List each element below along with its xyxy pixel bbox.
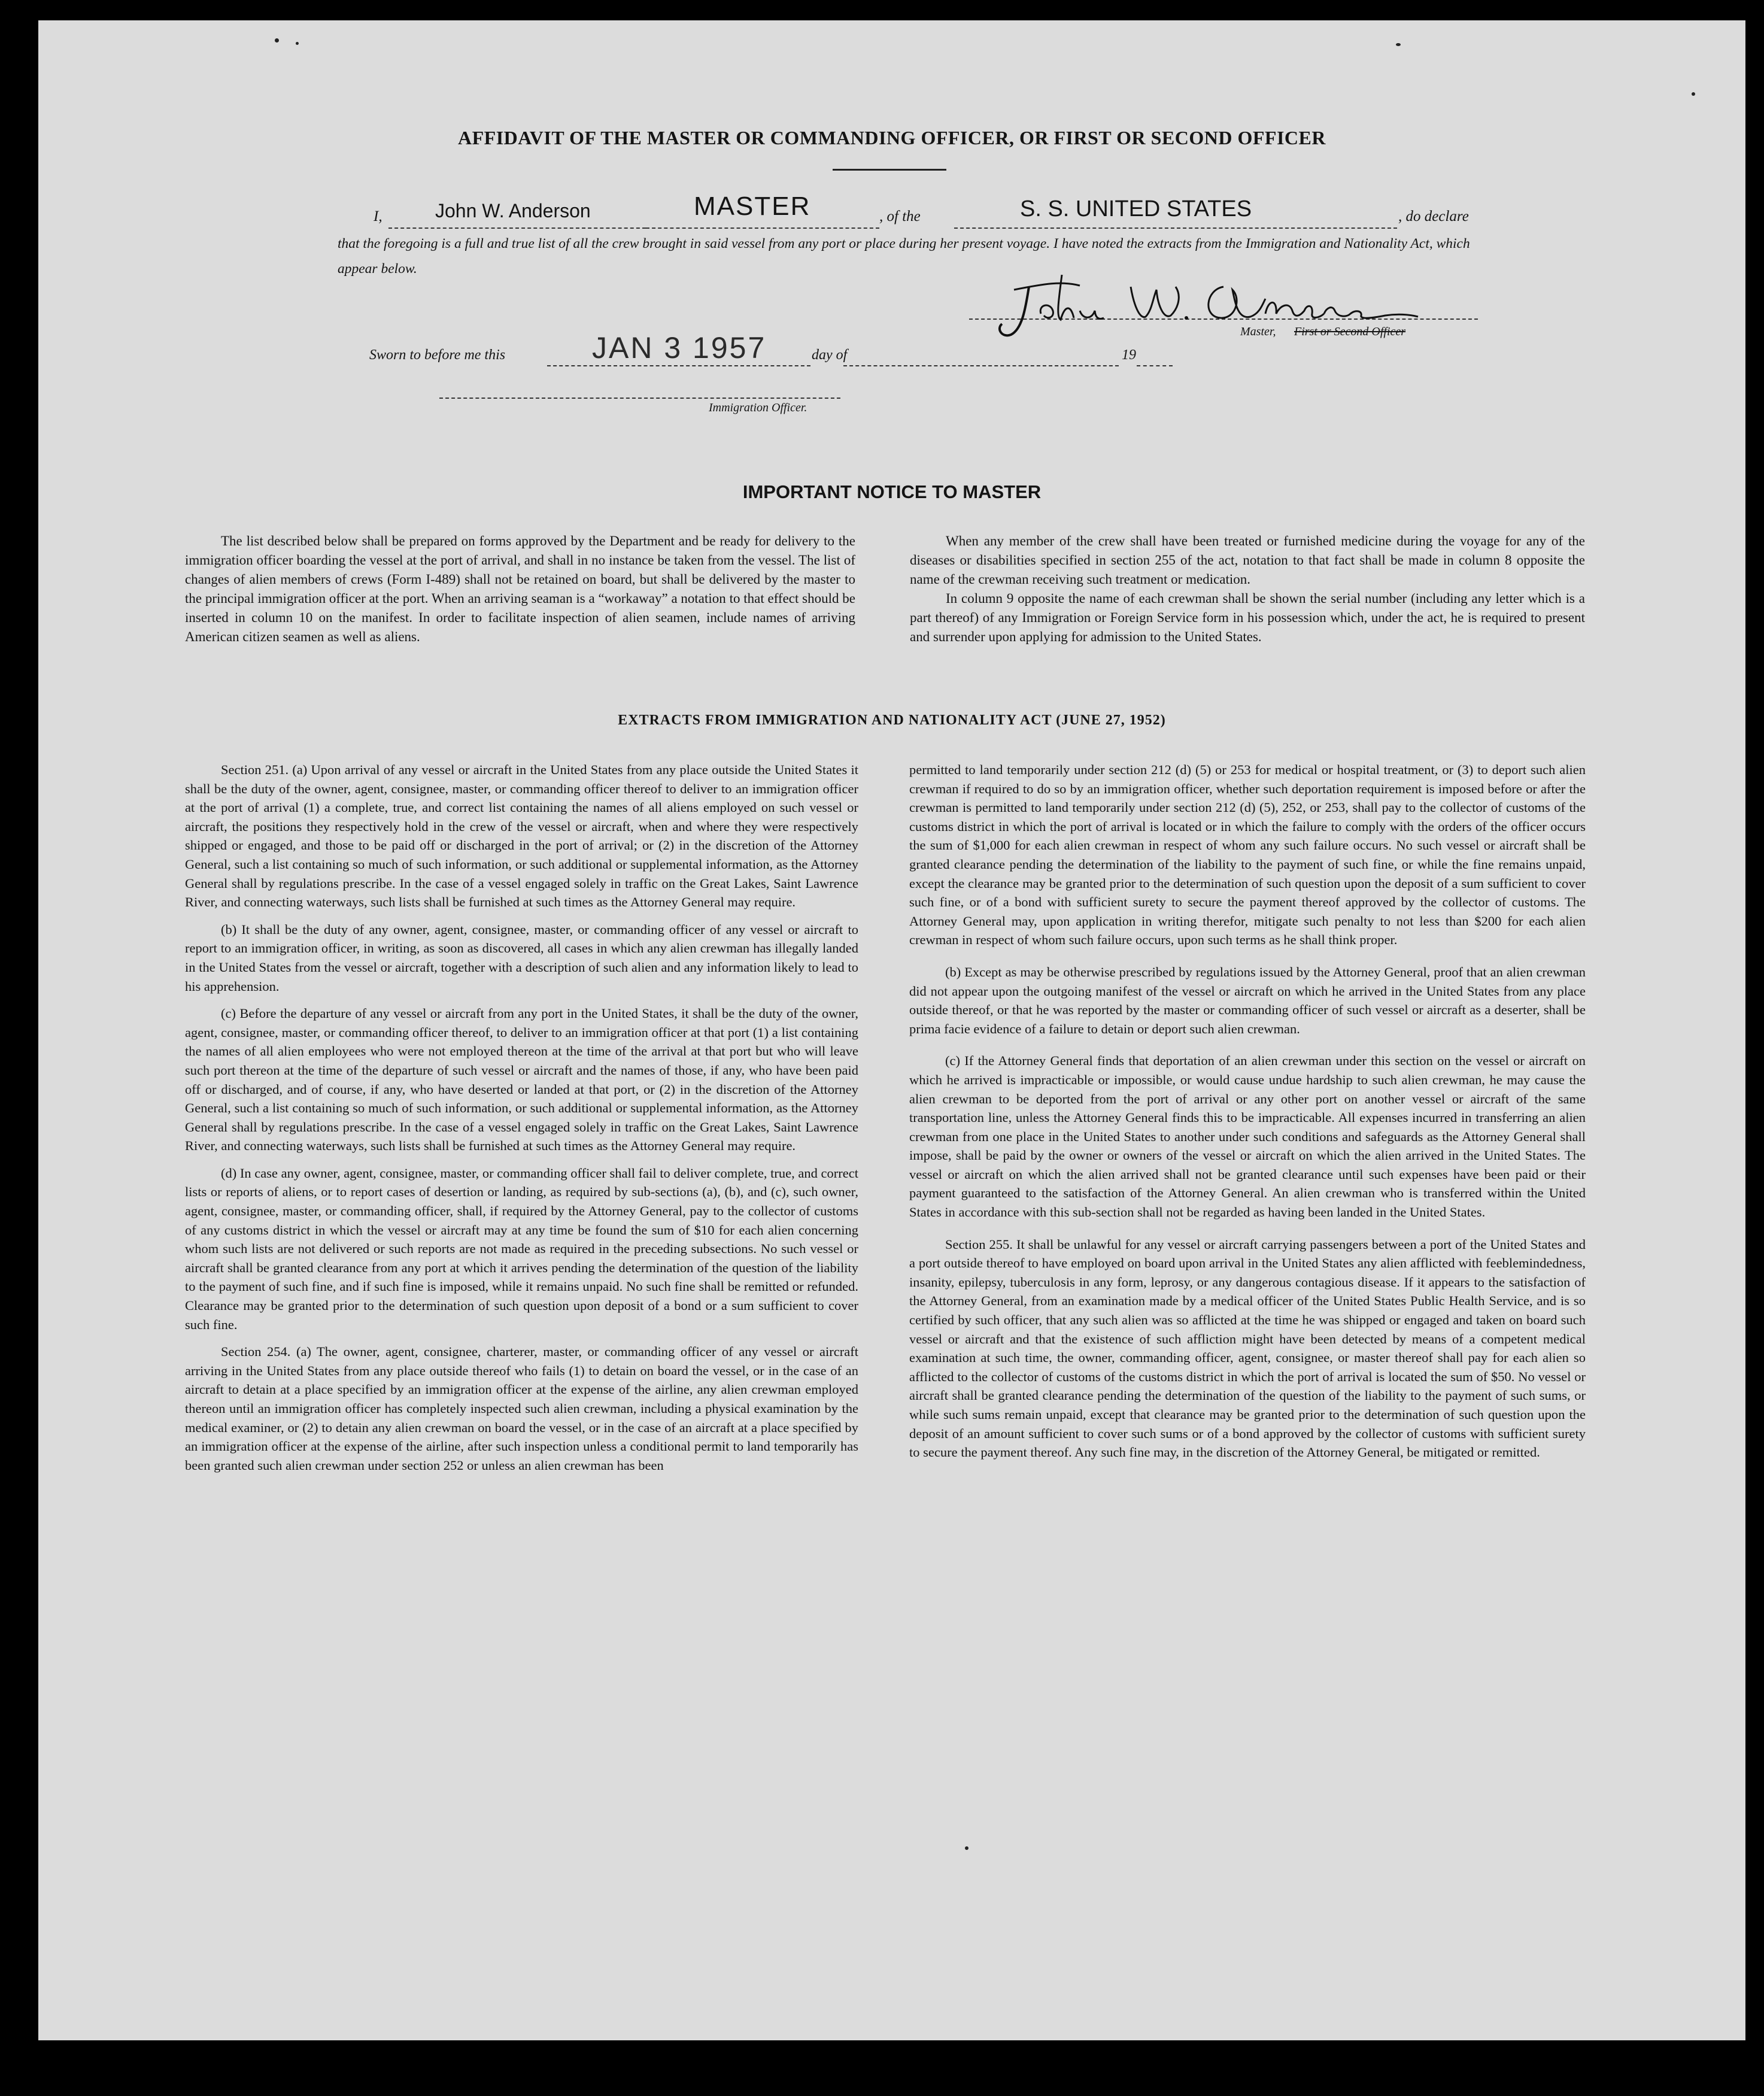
section-251-c: (c) Before the departure of any vessel or aircraft from any port in the United States, it shall be the duty of the owner, agent, consignee, master, or commanding officer thereof, to deliver to an immigration officer at that port (1) a list containing the names of all alien employees who were not employed thereon at the time of the arrival at that port but who will leave such port thereon at the time of the departure of such vessel or aircraft and the names of those, if any, who have been paid off or discharged, and of course, if any, who have deserted or landed at that port, or (2) in the discretion of the Attorney General, such a list containing so much of such information, or such additional or supplemental information, as the Attorney General shall by regulations prescribe. In the case of a vessel engaged solely in traffic on the Great Lakes, Saint Lawrence River, and connecting waterways, such lists shall be furnished at such times as the Attorney General may require. <box>185 1006 858 1154</box>
section-254-a: Section 254. (a) The owner, agent, consignee, charterer, master, or commanding officer of any vessel or aircraft arriving in the United States from any place outside thereof who fails (1) to detain on board the vessel, or in the case of an aircraft to detain at a place specified by an immigration officer at the expense of the airline, any alien crewman employed thereon until an immigration officer has completely inspected such alien crewman, including a physical examination by the medical examiner, or (2) to detain any alien crewman on board the vessel, or in the case of an aircraft at a place specified by an immigration officer at the expense of the airline, after such inspection unless a conditional permit to land temporarily has been granted such alien crewman under section 252 or unless an alien crewman has been <box>185 1344 858 1473</box>
sworn-year: 19 <box>1122 347 1136 363</box>
sworn-year-line <box>1137 365 1173 366</box>
scan-speck <box>275 38 279 43</box>
page-title: AFFIDAVIT OF THE MASTER OR COMMANDING OFFICER, OR FIRST OR SECOND OFFICER <box>458 127 1326 148</box>
section-254-a-continued: permitted to land temporarily under section 212 (d) (5) or 253 for medical or hospital treatment, or (3) to deport such alien crewman if required to do so by an immigration officer, whether such deportation requirement is imposed before or after the crewman is permitted to land temporarily under section 212 (d) (5), 252, or 253, shall pay to the collector of customs of the customs district in which the port of arrival is located or in which the failure to comply with the orders of the officer occurs the sum of $1,000 for each alien crewman in respect of whom any such failure occurs. No such vessel or aircraft shall be granted clearance pending the determination of the liability to the payment of such fine, or while the fine remains unpaid, except the clearance may be granted prior to the determination of such question upon the deposit of a sum sufficient to cover such fine, or of a bond with sufficient surety to secure the payment thereof approved by the collector of customs. The Attorney General may, upon application in writing therefor, mitigate such penalty to not less than $200 for each alien crewman in respect of whom such failure occurs, upon such terms as he shall think proper. <box>909 762 1586 948</box>
sworn-day-of: day of <box>812 347 848 363</box>
signature-caption-master: Master, <box>1240 325 1276 338</box>
scan-speck <box>965 1846 968 1850</box>
extracts-right-column <box>909 760 1586 1470</box>
decl-do-declare: , do declare <box>1398 208 1469 225</box>
immigration-officer-caption: Immigration Officer. <box>709 401 807 414</box>
vessel-field-line <box>954 228 1397 229</box>
master-name: John W. Anderson <box>435 200 591 222</box>
section-254-c: (c) If the Attorney General finds that deportation of an alien crewman under this section on the vessel or aircraft on which he arrived is impracticable or impossible, or would cause undue hardship to such alien crewman, he may cause the alien crewman to be deported from the port of arrival or any other port on another vessel or aircraft of the same transportation line, unless the Attorney General finds this to be impracticable. All expenses incurred in transferring an alien crewman from one place in the United States to another under such conditions and safeguards as the Attorney General shall impose, shall be paid by the owner or owners of the vessel or aircraft on which the alien arrived in the United States. The vessel or aircraft on which the alien arrived shall not be granted clearance until such expenses have been paid or their payment guaranteed to the satisfaction of the Attorney General. An alien crewman who is transferred within the United States in accordance with this sub-section shall not be regarded as having been landed in the United States. <box>909 1053 1586 1220</box>
notice-right <box>910 532 1585 647</box>
notice-left <box>185 532 855 647</box>
title-underline <box>833 169 946 171</box>
section-251-a: Section 251. (a) Upon arrival of any vessel or aircraft in the United States from any place outside the United States it shall be the duty of the owner, agent, consignee, master, or commanding officer thereof to deliver to an immigration officer at the port of arrival (1) a complete, true, and correct list containing the names of all aliens employed on such vessel or aircraft, the positions they respectively hold in the crew of the vessel or aircraft, when and where they were respectively shipped or engaged, and those to be paid off or discharged in the port of arrival; or (2) in the discretion of the Attorney General, such a list containing so much of such information, or such additional or supplemental information, as the Attorney General shall by regulations prescribe. In the case of a vessel engaged solely in traffic on the Great Lakes, Saint Lawrence River, and connecting waterways, such lists shall be furnished at such times as the Attorney General may require. <box>185 762 858 910</box>
decl-prefix: I, <box>374 208 382 225</box>
signature-caption-struck: First or Second Officer <box>1294 325 1406 338</box>
rank-field-line <box>646 228 879 229</box>
date-stamp: JAN 3 1957 <box>592 331 767 365</box>
section-251-d: (d) In case any owner, agent, consignee, master, or commanding officer shall fail to deliver complete, true, and correct lists or reports of aliens, or to report cases of desertion or landing, as required by sub-sections (a), (b), and (c), such owner, agent, consignee, master, or commanding officer, shall, if required by the Attorney General, pay to the collector of customs of any customs district in which the vessel or aircraft may at any time be found the sum of $10 for each alien concerning whom such lists are not delivered or such reports are not made as required in the preceding subsections. No such vessel or aircraft shall be granted clearance from any port at which it arrives pending the determination of the question of the liability to the payment of such fine, and if such fine is imposed, while it remains unpaid. No such fine shall be remitted or refunded. Clearance may be granted prior to the determination of such question upon deposit of a bond or a sum sufficient to cover such fine. <box>185 1165 858 1332</box>
notice-right-paragraph-1: When any member of the crew shall have been treated or furnished medicine during the voyage for any of the diseases or disabilities specified in section 255 of the act, notation to that fact shall be made in column 8 opposite the name of the crewman receiving such treatment or medication. <box>910 533 1585 587</box>
sworn-date-line <box>547 365 810 366</box>
vessel-name: S. S. UNITED STATES <box>1020 196 1252 222</box>
sworn-month-line <box>843 365 1119 366</box>
section-251-b: (b) It shall be the duty of any owner, agent, consignee, master, or commanding officer of any vessel or aircraft to report to an immigration officer, in writing, as soon as discovered, all cases in which any alien crewman has illegally landed in the United States from the vessel or aircraft, together with a description of such alien and any information likely to lead to his apprehension. <box>185 921 858 994</box>
declaration-statement: that the foregoing is a full and true list of all the crew brought in said vessel from any port or place during her present voyage. I have noted the extracts from the Immigration and Nationality Act, which appear below. <box>338 236 1470 277</box>
rank-value: MASTER <box>694 192 811 221</box>
decl-of-the: , of the <box>879 208 921 225</box>
scan-speck <box>296 42 299 45</box>
notice-heading: IMPORTANT NOTICE TO MASTER <box>742 481 1042 502</box>
affidavit-page <box>38 20 1745 2040</box>
sworn-label: Sworn to before me this <box>369 347 506 363</box>
section-254-b: (b) Except as may be otherwise prescribed by regulations issued by the Attorney General, proof that an alien crewman did not appear upon the outgoing manifest of the vessel or aircraft on which he arrived in the United States from any place outside thereof, or that he was reported by the master or commanding officer of such vessel or aircraft as a deserter, shall be prima facie evidence of a failure to detain or deport such alien crewman. <box>909 964 1586 1036</box>
extracts-heading: EXTRACTS FROM IMMIGRATION AND NATIONALITY ACT (JUNE 27, 1952) <box>618 712 1166 728</box>
scan-speck <box>1396 43 1401 46</box>
notice-right-paragraph-2: In column 9 opposite the name of each crewman shall be shown the serial number (including any letter which is a part thereof) of any Immigration or Foreign Service form in his possession which, under the act, he is required to present and surrender upon applying for admission to the United States. <box>910 591 1585 644</box>
section-255: Section 255. It shall be unlawful for any vessel or aircraft carrying passengers between a port of the United States and a port outside thereof to have employed on board upon arrival in the United States any alien afflicted with feeblemindedness, insanity, epilepsy, tuberculosis in any form, leprosy, or any dangerous contagious disease. If it appears to the satisfaction of the Attorney General, from an examination made by a medical officer of the United States Public Health Service, and is so certified by such officer, that any such alien was so afflicted at the time he was shipped or engaged and taken on board such vessel or aircraft and that the existence of such affliction might have been detected by means of a competent medical examination at such time, the owner, commanding officer, agent, consignee, or master thereof shall pay for each alien so afflicted to the collector of customs of the customs district in which the port of arrival is located the sum of $50. No vessel or aircraft shall be granted clearance pending the determination of the question of the liability to the payment of such sums, or while such sums remain unpaid, except that clearance may be granted prior to the determination of such question upon the deposit of an amount sufficient to cover such sums or of a bond approved by the collector of customs with sufficient surety to secure the payment thereof. Any such fine may, in the discretion of the Attorney General, be mitigated or remitted. <box>909 1236 1586 1460</box>
scan-speck <box>1692 92 1695 96</box>
notice-left-paragraph: The list described below shall be prepared on forms approved by the Department and be ready for delivery to the immigration officer boarding the vessel at the port of arrival, and shall in no instance be taken from the vessel. The list of changes of alien members of crews (Form I-489) shall not be retained on board, but shall be delivered by the master to the principal immigration officer at the port. When an arriving seaman is a “workaway” a notation to that effect should be inserted in column 10 on the manifest. In order to facilitate inspection of alien seamen, include names of arriving American citizen seamen as well as aliens. <box>185 533 855 644</box>
extracts-left-column <box>185 760 858 1483</box>
name-field-line <box>388 228 646 229</box>
